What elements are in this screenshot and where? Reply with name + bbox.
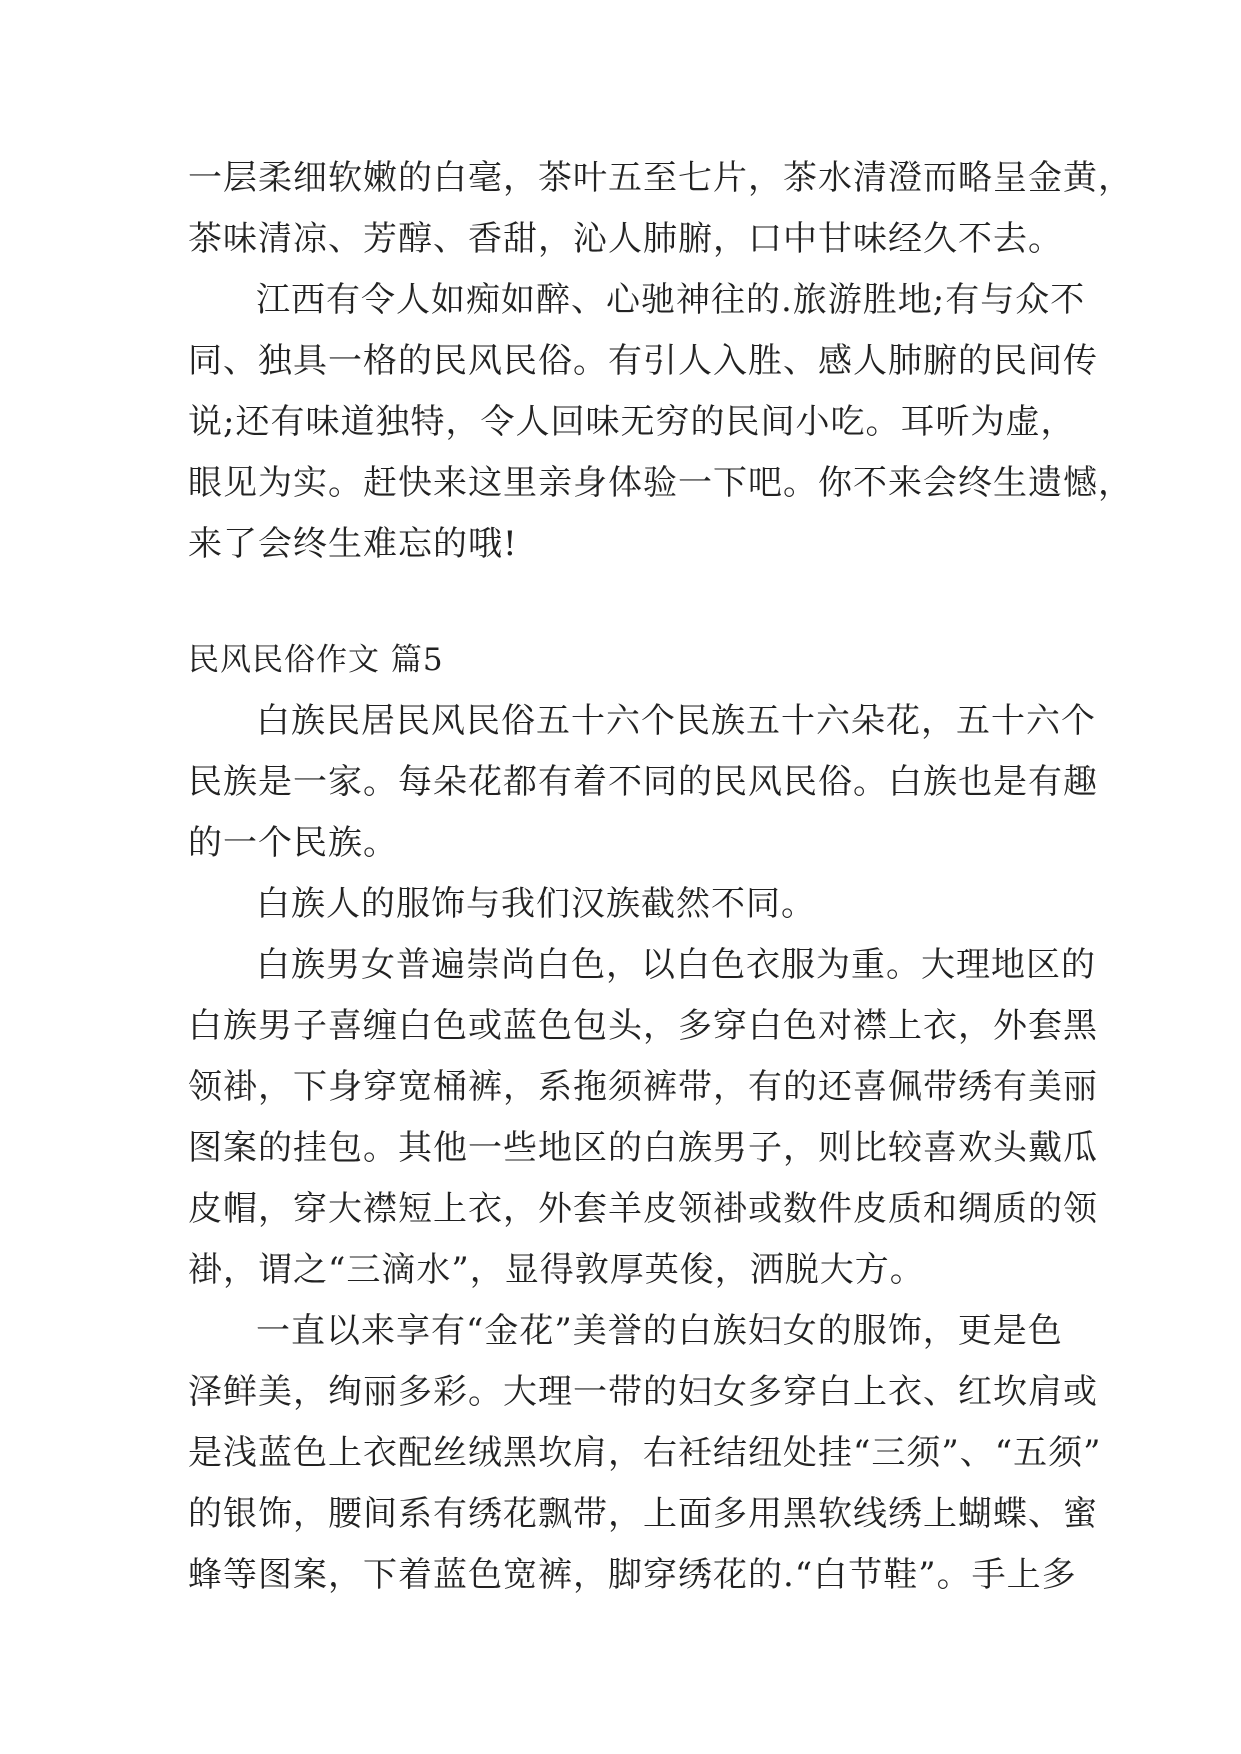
paragraph-line: 图案的挂包。其他一些地区的白族男子，则比较喜欢头戴瓜 bbox=[188, 1128, 1098, 1168]
paragraph-line: 白族人的服饰与我们汉族截然不同。 bbox=[256, 884, 816, 924]
paragraph-line: 来了会终生难忘的哦! bbox=[188, 524, 518, 564]
paragraph-line: 眼见为实。赶快来这里亲身体验一下吧。你不来会终生遗憾， bbox=[188, 463, 1133, 503]
section-heading: 民风民俗作文 篇5 bbox=[188, 642, 444, 678]
paragraph bbox=[188, 1301, 1102, 1606]
paragraph bbox=[188, 935, 1098, 1301]
top-text-block bbox=[188, 148, 1133, 575]
paragraph-line: 白族男女普遍崇尚白色，以白色衣服为重。大理地区的 bbox=[256, 945, 1096, 985]
paragraph-line: 领褂，下身穿宽桶裤，系拖须裤带，有的还喜佩带绣有美丽 bbox=[188, 1067, 1098, 1107]
paragraph bbox=[188, 148, 1133, 270]
paragraph-line: 的银饰，腰间系有绣花飘带，上面多用黑软线绣上蝴蝶、蜜 bbox=[188, 1494, 1098, 1534]
paragraph-line: 白族民居民风民俗五十六个民族五十六朵花，五十六个 bbox=[256, 701, 1096, 741]
paragraph-line: 白族男子喜缠白色或蓝色包头，多穿白色对襟上衣，外套黑 bbox=[188, 1006, 1098, 1046]
paragraph-line: 同、独具一格的民风民俗。有引人入胜、感人肺腑的民间传 bbox=[188, 341, 1098, 381]
paragraph-line: 蜂等图案，下着蓝色宽裤，脚穿绣花的.“白节鞋”。手上多 bbox=[188, 1555, 1077, 1595]
section-text-block bbox=[188, 630, 1102, 1606]
paragraph bbox=[188, 691, 1098, 874]
paragraph-line: 说;还有味道独特，令人回味无穷的民间小吃。耳听为虚， bbox=[188, 402, 1076, 442]
paragraph-line: 是浅蓝色上衣配丝绒黑坎肩，右衽结纽处挂“三须”、“五须” bbox=[188, 1433, 1102, 1473]
paragraph-line: 江西有令人如痴如醉、心驰神往的.旅游胜地;有与众不 bbox=[256, 280, 1086, 320]
paragraph-line: 褂，谓之“三滴水”，显得敦厚英俊，洒脱大方。 bbox=[188, 1250, 925, 1290]
paragraph bbox=[188, 874, 1053, 935]
paragraph-line: 民族是一家。每朵花都有着不同的民风民俗。白族也是有趣 bbox=[188, 762, 1098, 802]
paragraph bbox=[188, 270, 1133, 575]
paragraph-line: 一层柔细软嫩的白毫，茶叶五至七片，茶水清澄而略呈金黄， bbox=[188, 158, 1133, 198]
paragraph-line: 一直以来享有“金花”美誉的白族妇女的服饰，更是色 bbox=[256, 1311, 1063, 1351]
paragraph-line: 皮帽，穿大襟短上衣，外套羊皮领褂或数件皮质和绸质的领 bbox=[188, 1189, 1098, 1229]
paragraph-line: 的一个民族。 bbox=[188, 823, 398, 863]
paragraph-line: 茶味清凉、芳醇、香甜，沁人肺腑，口中甘味经久不去。 bbox=[188, 219, 1063, 259]
paragraph-line: 泽鲜美，绚丽多彩。大理一带的妇女多穿白上衣、红坎肩或 bbox=[188, 1372, 1098, 1412]
